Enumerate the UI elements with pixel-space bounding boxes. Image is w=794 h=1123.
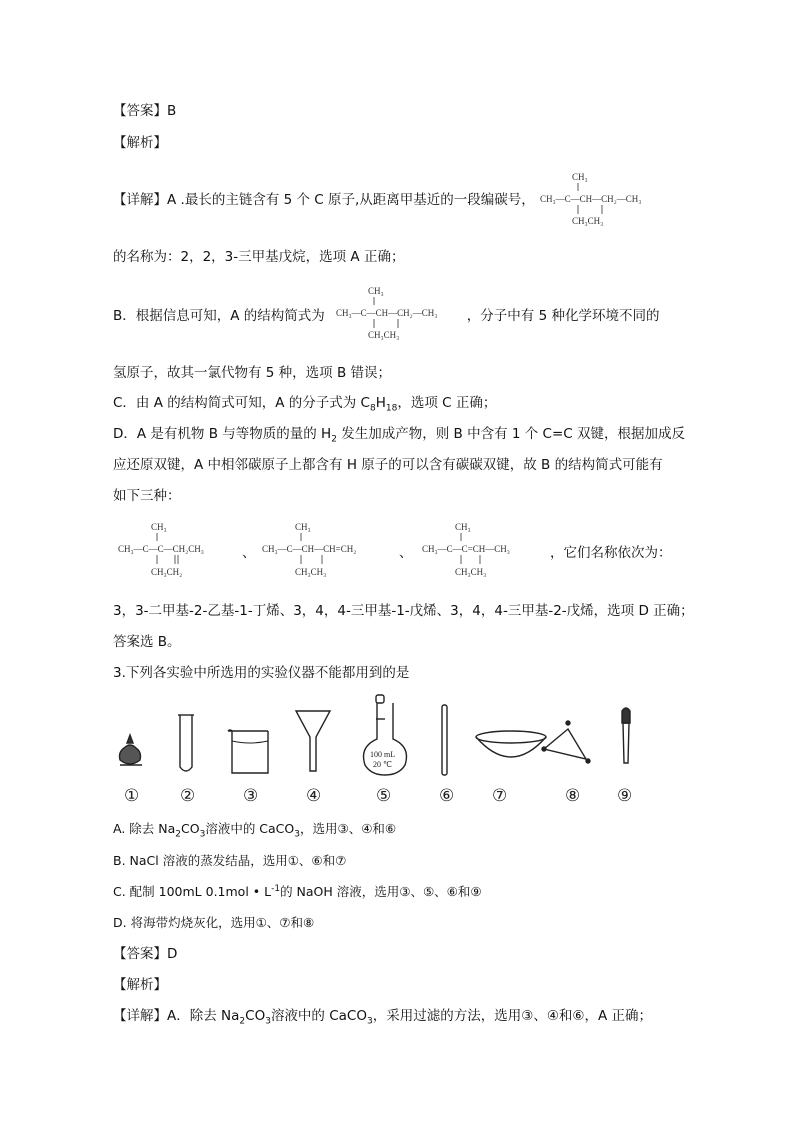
number-8: ⑧ (565, 786, 581, 805)
option-a: A. 除去 $Na_2CO_3$溶液中的 CaCO$_3$，选用③、④和⑥ (113, 821, 397, 840)
alcohol-lamp-icon (120, 735, 143, 765)
analysis-tag-1: 【解析】 (113, 135, 167, 151)
option-d: D. 将海带灼烧灰化，选用①、⑦和⑧ (113, 915, 315, 930)
line-b2: 氢原子，故其一氯代物有 5 种，选项 B 错误； (113, 365, 392, 381)
clay-triangle-icon (542, 721, 590, 763)
number-5: ⑤ (376, 786, 392, 805)
number-3: ③ (243, 786, 259, 805)
funnel-icon (296, 711, 330, 771)
sep-1: 、 (242, 545, 256, 561)
glass-rod-icon (442, 705, 447, 775)
apparatus-figure (108, 693, 668, 787)
number-9: ⑨ (617, 786, 633, 805)
svg-text:CH₃—C—C—CH₂CH₃: CH₃—C—C—CH₂CH₃ (118, 544, 204, 554)
line-d5: 3，3-二甲基-2-乙基-1-丁烯、3，4，4-三甲基-1-戊烯、3，4，4-三甲基-2-戊烯，选项 D 正确； (113, 603, 694, 619)
answer-line-1 (113, 101, 176, 121)
detail-text: A .最长的主链含有 5 个 C 原子,从距离甲基近的一段编碳号， (167, 192, 535, 208)
number-7: ⑦ (492, 786, 508, 805)
structure-b-3 (422, 522, 550, 584)
svg-text:CH₃—C—C=CH—CH₃: CH₃—C—C=CH—CH₃ (422, 544, 510, 554)
structure-b-1 (118, 522, 238, 584)
svg-text:CH₃CH₃: CH₃CH₃ (295, 567, 327, 577)
question-3: 3.下列各实验中所选用的实验仪器不能都用到的是 (113, 665, 410, 681)
evaporating-dish-icon (476, 731, 546, 757)
line-d2: 应还原双键，A 中相邻碳原子上都含有 H 原子的可以含有碳碳双键，故 B 的结构简式可能有 (113, 457, 663, 473)
line-d4-tail: ，它们名称依次为： (550, 545, 672, 561)
line-b1-post: ，分子中有 5 种化学环境不同的 (466, 308, 660, 324)
bottom-sub: CH₃CH₃ (572, 216, 604, 226)
structure-b-2 (262, 522, 397, 584)
beaker-icon (228, 730, 268, 773)
answer-line-2: 【答案】D (113, 946, 178, 962)
svg-text:CH₃CH₃: CH₃CH₃ (455, 567, 487, 577)
option-c: C. 配制 100mL 0.1mol • $L^{-1}$的 NaOH 溶液，选用③、⑤、⑥和⑨ (113, 883, 482, 899)
option-b: B. NaCl 溶液的蒸发结晶，选用①、⑥和⑦ (113, 853, 347, 868)
dropper-icon (622, 708, 630, 763)
detail-line-1 (113, 190, 535, 210)
number-2: ② (180, 786, 196, 805)
sep-2: 、 (399, 545, 413, 561)
line-d1: D．A 是有机物 B 与等物质的量的 $H_2$ 发生加成产物，则 B 中含有 1 个 C=C 双键，根据加成反 (113, 426, 686, 445)
test-tube-icon (178, 715, 194, 771)
answer-tag: 【答案】 (113, 103, 167, 119)
svg-text:CH₃CH₃: CH₃CH₃ (368, 330, 400, 340)
svg-text:CH₃: CH₃ (368, 286, 384, 296)
line-a2: 的名称为：2，2，3-三甲基戊烷，选项 A 正确； (113, 249, 405, 265)
line-d6: 答案选 B。 (113, 634, 181, 650)
structure-a-1 (540, 172, 680, 232)
svg-text:CH₃: CH₃ (151, 522, 167, 532)
svg-text:CH₃—C—CH—CH₂—CH₃: CH₃—C—CH—CH₂—CH₃ (336, 308, 438, 318)
analysis-tag-2: 【解析】 (113, 977, 167, 993)
number-6: ⑥ (439, 786, 455, 805)
detail-tag: 【详解】 (113, 192, 167, 208)
flask-label-volume: 100 mL (370, 750, 396, 759)
number-4: ④ (306, 786, 322, 805)
flask-label-temp: 20 ℃ (373, 760, 392, 769)
ch3-top: CH₃ (572, 172, 588, 182)
svg-text:CH₃: CH₃ (295, 522, 311, 532)
svg-text:CH₃—C—CH—CH=CH₂: CH₃—C—CH—CH=CH₂ (262, 544, 357, 554)
answer-value: B (167, 103, 177, 119)
line-d3: 如下三种： (113, 488, 181, 504)
svg-text:CH₃CH₂: CH₃CH₂ (151, 567, 183, 577)
structure-a-2 (336, 286, 476, 346)
main-chain: CH₃—C—CH—CH₂—CH₃ (540, 194, 642, 204)
line-b1-pre: B．根据信息可知，A 的结构简式为 (113, 308, 325, 324)
svg-text:CH₃: CH₃ (455, 522, 471, 532)
number-1: ① (124, 786, 140, 805)
detail-line-2: 【详解】A．除去 $Na_2CO_3$溶液中的 CaCO$_3$，采用过滤的方法，选用③、④和⑥，A 正确； (113, 1008, 653, 1027)
line-c: C．由 A 的结构简式可知，A 的分子式为 $C_8H_{18}$，选项 C 正确； (113, 395, 497, 414)
